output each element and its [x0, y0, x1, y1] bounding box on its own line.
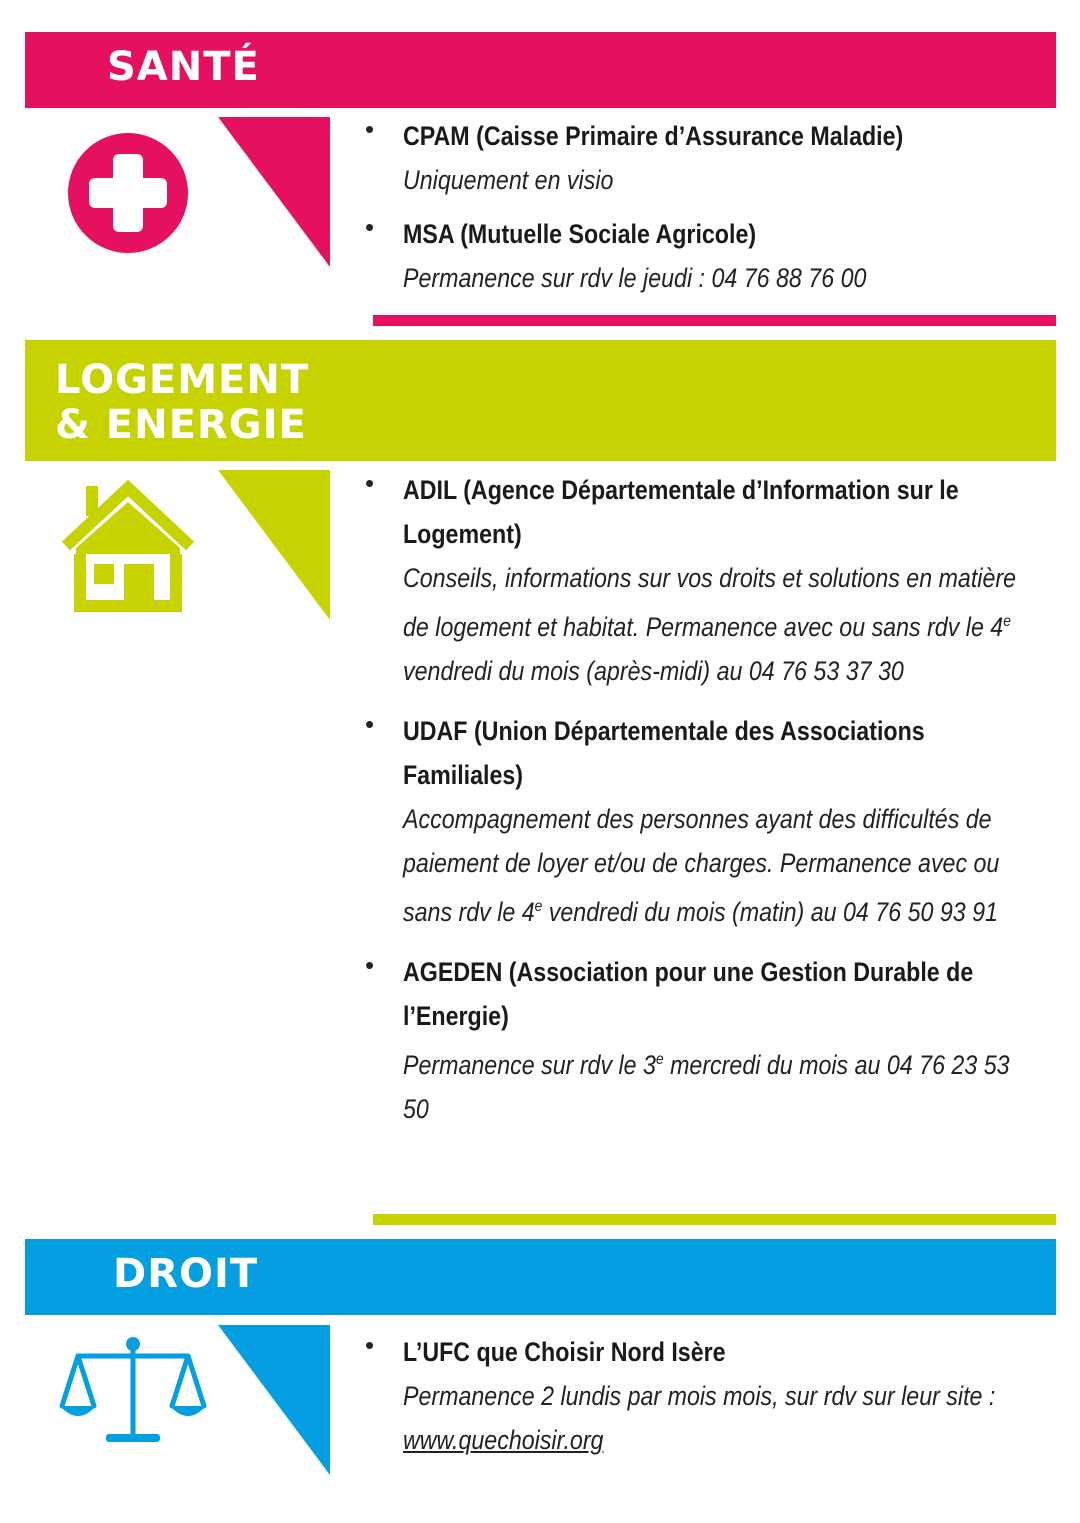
- bullet: •: [365, 468, 375, 498]
- bullet: •: [365, 114, 375, 144]
- list-item: [365, 114, 1025, 202]
- bullet: •: [365, 212, 375, 242]
- section-title-droit: DROIT: [113, 1251, 259, 1297]
- logement-divider: [373, 1214, 1056, 1225]
- entry-name: ADIL (Agence Départementale d’Information sur le Logement): [403, 475, 959, 549]
- list-item: [365, 468, 1025, 693]
- section-title-logement: LOGEMENT & ENERGIE: [55, 357, 310, 448]
- logement-header-band: [25, 340, 1056, 461]
- entry-name: AGEDEN (Association pour une Gestion Durable de l’Energie): [403, 957, 974, 1031]
- list-item: [365, 709, 1025, 934]
- sante-corner-triangle: [218, 117, 332, 269]
- droit-entries: [365, 1330, 1025, 1462]
- medical-cross-icon: [67, 132, 189, 254]
- sante-entries: [365, 114, 1025, 300]
- logement-entries: [365, 468, 1025, 1131]
- quechoisir-link[interactable]: www.quechoisir.org: [403, 1425, 604, 1455]
- house-icon: [58, 478, 198, 614]
- bullet: •: [365, 950, 375, 980]
- entry-name: CPAM (Caisse Primaire d’Assurance Maladie): [403, 121, 904, 151]
- droit-header-band: [25, 1239, 1056, 1315]
- list-item: [365, 950, 1025, 1131]
- entry-name: UDAF (Union Départementale des Associations Familiales): [403, 716, 925, 790]
- entry-name: MSA (Mutuelle Sociale Agricole): [403, 219, 757, 249]
- list-item: [365, 212, 1025, 300]
- sante-divider: [373, 315, 1056, 326]
- sante-header-band: [25, 32, 1056, 108]
- list-item: [365, 1330, 1025, 1462]
- entry-name: L’UFC que Choisir Nord Isère: [403, 1337, 726, 1367]
- droit-corner-triangle: [218, 1325, 332, 1477]
- entry-description: Uniquement en visio: [403, 165, 614, 195]
- scales-of-justice-icon: [58, 1334, 208, 1446]
- entry-description: Permanence sur rdv le 3e mercredi du mois au 04 76 23 53 50: [403, 1050, 1010, 1124]
- entry-description: Permanence sur rdv le jeudi : 04 76 88 76 00: [403, 263, 867, 293]
- bullet: •: [365, 709, 375, 739]
- bullet: •: [365, 1330, 375, 1360]
- entry-description: Permanence 2 lundis par mois mois, sur rdv sur leur site : www.quechoisir.org: [403, 1381, 996, 1455]
- entry-description: Accompagnement des personnes ayant des difficultés de paiement de loyer et/ou de charges. Permanence avec ou sans rdv le 4e vendredi du mois (matin) au 04 76 50 93 91: [403, 804, 1000, 927]
- logement-corner-triangle: [218, 470, 332, 622]
- entry-description: Conseils, informations sur vos droits et solutions en matière de logement et habitat. Permanence avec ou sans rdv le 4e vendredi du mois (après-midi) au 04 76 53 37 30: [403, 563, 1017, 686]
- section-title-sante: SANTÉ: [107, 44, 260, 90]
